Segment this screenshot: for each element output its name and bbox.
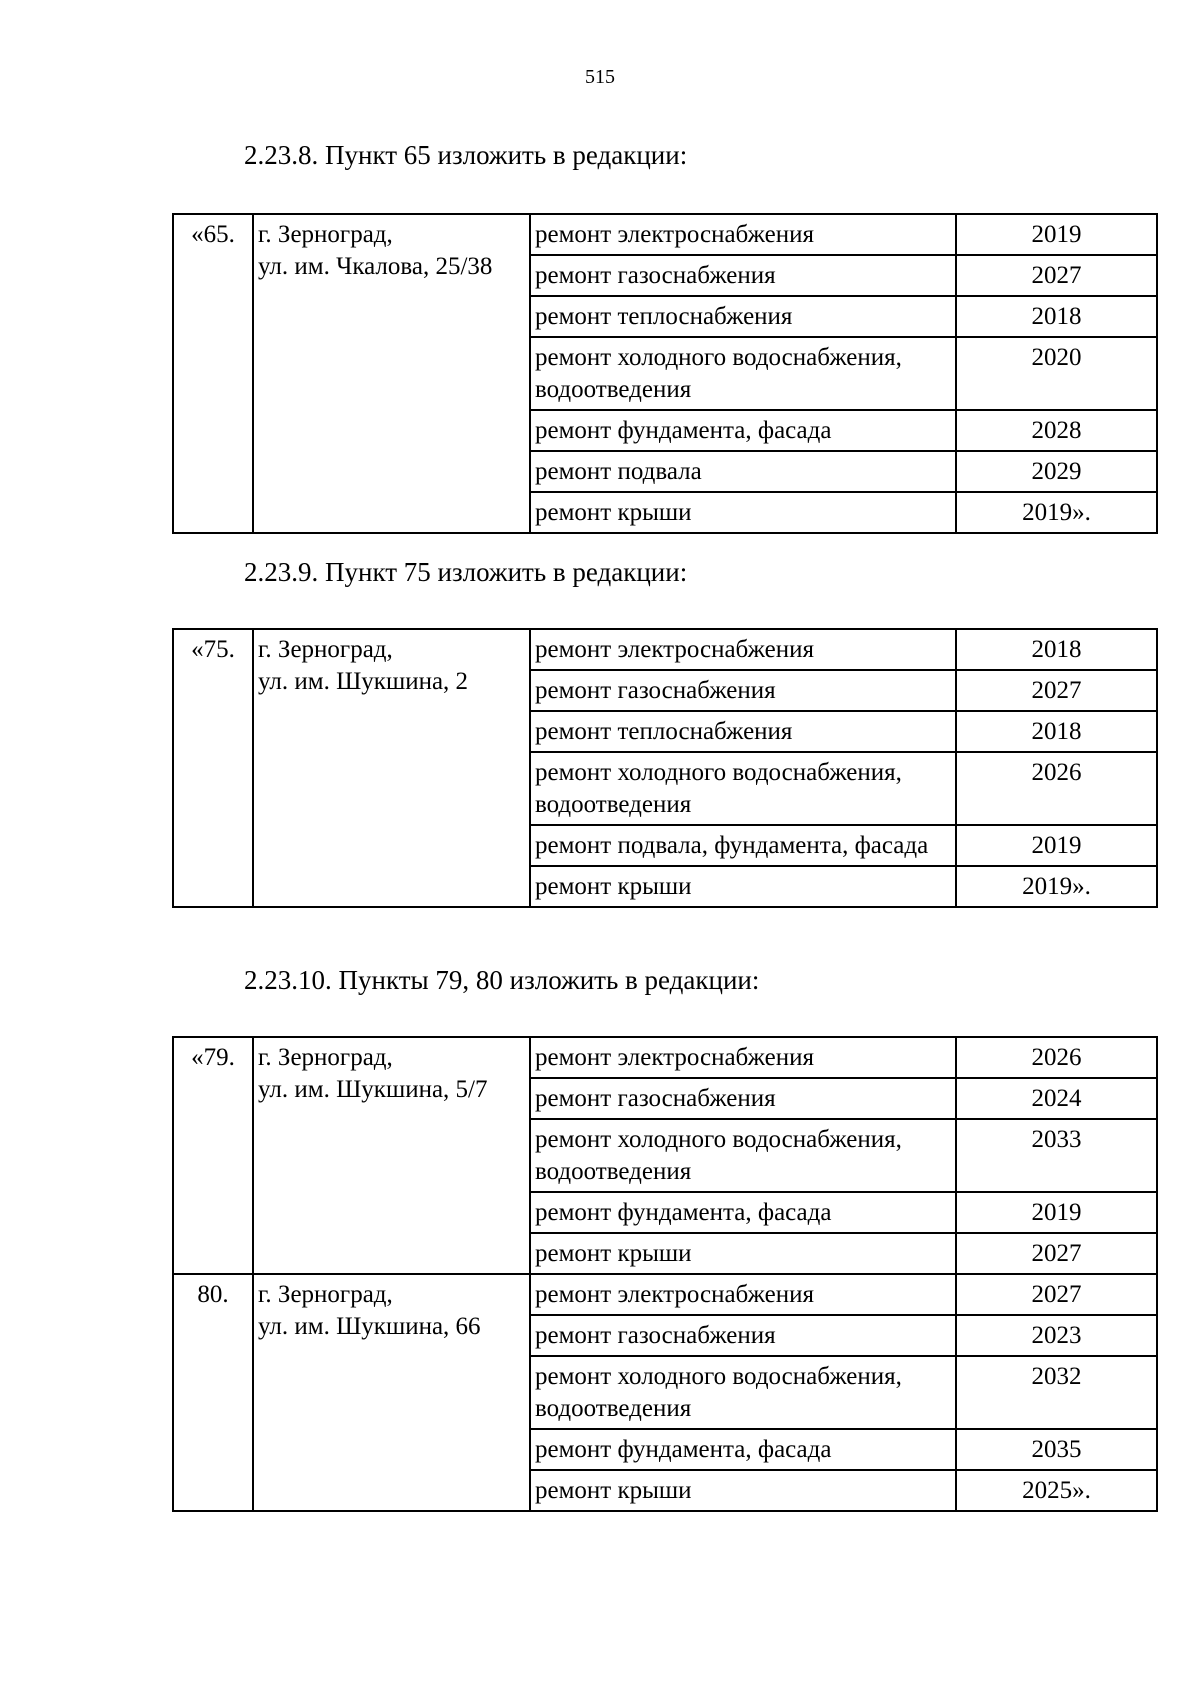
- repair-work: ремонт крыши: [530, 1233, 956, 1274]
- repair-table: [172, 1036, 1158, 1512]
- repair-work: ремонт теплоснабжения: [530, 296, 956, 337]
- address-city: г. Зерноград,: [258, 221, 393, 248]
- address-city: г. Зерноград,: [258, 1281, 393, 1308]
- repair-work: ремонт подвала: [530, 451, 956, 492]
- address-street: ул. им. Чкалова, 25/38: [258, 253, 493, 280]
- section-heading: 2.23.10. Пункты 79, 80 изложить в редакции:: [244, 965, 760, 995]
- repair-work: ремонт газоснабжения: [530, 1315, 956, 1356]
- repair-year: 2027: [956, 255, 1157, 296]
- repair-year: 2018: [956, 296, 1157, 337]
- item-number: 80.: [173, 1274, 253, 1511]
- address-cell: [253, 629, 530, 907]
- section-heading: 2.23.9. Пункт 75 изложить в редакции:: [244, 557, 688, 587]
- section-item-65: [172, 138, 1172, 526]
- repair-work: ремонт теплоснабжения: [530, 711, 956, 752]
- repair-year: 2019».: [956, 866, 1157, 907]
- repair-year: 2020: [956, 337, 1157, 410]
- repair-year: 2024: [956, 1078, 1157, 1119]
- repair-work: ремонт газоснабжения: [530, 255, 956, 296]
- repair-year: 2018: [956, 711, 1157, 752]
- repair-work: ремонт газоснабжения: [530, 670, 956, 711]
- address-city: г. Зерноград,: [258, 636, 393, 663]
- address-street: ул. им. Шукшина, 2: [258, 668, 469, 695]
- repair-year: 2026: [956, 752, 1157, 825]
- repair-work: ремонт крыши: [530, 866, 956, 907]
- table-row: [173, 629, 1157, 670]
- repair-year: 2032: [956, 1356, 1157, 1429]
- repair-work: ремонт холодного водоснабжения, водоотведения: [530, 1119, 956, 1192]
- repair-work: ремонт газоснабжения: [530, 1078, 956, 1119]
- item-number: «79.: [173, 1037, 253, 1274]
- item-number: «65.: [173, 214, 253, 533]
- repair-year: 2027: [956, 1233, 1157, 1274]
- repair-year: 2029: [956, 451, 1157, 492]
- repair-year: 2033: [956, 1119, 1157, 1192]
- repair-year: 2019».: [956, 492, 1157, 533]
- repair-year: 2025».: [956, 1470, 1157, 1511]
- section-item-75: [172, 555, 1172, 900]
- repair-year: 2019: [956, 214, 1157, 255]
- repair-work: ремонт холодного водоснабжения, водоотведения: [530, 752, 956, 825]
- repair-year: 2019: [956, 825, 1157, 866]
- address-city: г. Зерноград,: [258, 1044, 393, 1071]
- repair-work: ремонт электроснабжения: [530, 1037, 956, 1078]
- repair-work: ремонт крыши: [530, 492, 956, 533]
- repair-year: 2023: [956, 1315, 1157, 1356]
- address-street: ул. им. Шукшина, 5/7: [258, 1076, 488, 1103]
- repair-year: 2028: [956, 410, 1157, 451]
- repair-work: ремонт фундамента, фасада: [530, 410, 956, 451]
- repair-table: [172, 628, 1158, 908]
- repair-year: 2019: [956, 1192, 1157, 1233]
- address-cell: [253, 1037, 530, 1274]
- repair-year: 2018: [956, 629, 1157, 670]
- repair-year: 2035: [956, 1429, 1157, 1470]
- section-items-79-80: [172, 963, 1172, 1504]
- address-cell: [253, 214, 530, 533]
- repair-work: ремонт фундамента, фасада: [530, 1192, 956, 1233]
- repair-work: ремонт холодного водоснабжения, водоотведения: [530, 1356, 956, 1429]
- table-row: [173, 1274, 1157, 1315]
- repair-table: [172, 213, 1158, 534]
- table-row: [173, 214, 1157, 255]
- repair-work: ремонт электроснабжения: [530, 214, 956, 255]
- repair-year: 2027: [956, 670, 1157, 711]
- section-heading: 2.23.8. Пункт 65 изложить в редакции:: [244, 140, 688, 170]
- table-row: [173, 1037, 1157, 1078]
- repair-year: 2026: [956, 1037, 1157, 1078]
- repair-work: ремонт фундамента, фасада: [530, 1429, 956, 1470]
- repair-work: ремонт холодного водоснабжения, водоотведения: [530, 337, 956, 410]
- address-street: ул. им. Шукшина, 66: [258, 1313, 481, 1340]
- item-number: «75.: [173, 629, 253, 907]
- repair-work: ремонт электроснабжения: [530, 1274, 956, 1315]
- page-number: 515: [585, 66, 615, 88]
- repair-work: ремонт крыши: [530, 1470, 956, 1511]
- repair-work: ремонт подвала, фундамента, фасада: [530, 825, 956, 866]
- address-cell: [253, 1274, 530, 1511]
- repair-work: ремонт электроснабжения: [530, 629, 956, 670]
- repair-year: 2027: [956, 1274, 1157, 1315]
